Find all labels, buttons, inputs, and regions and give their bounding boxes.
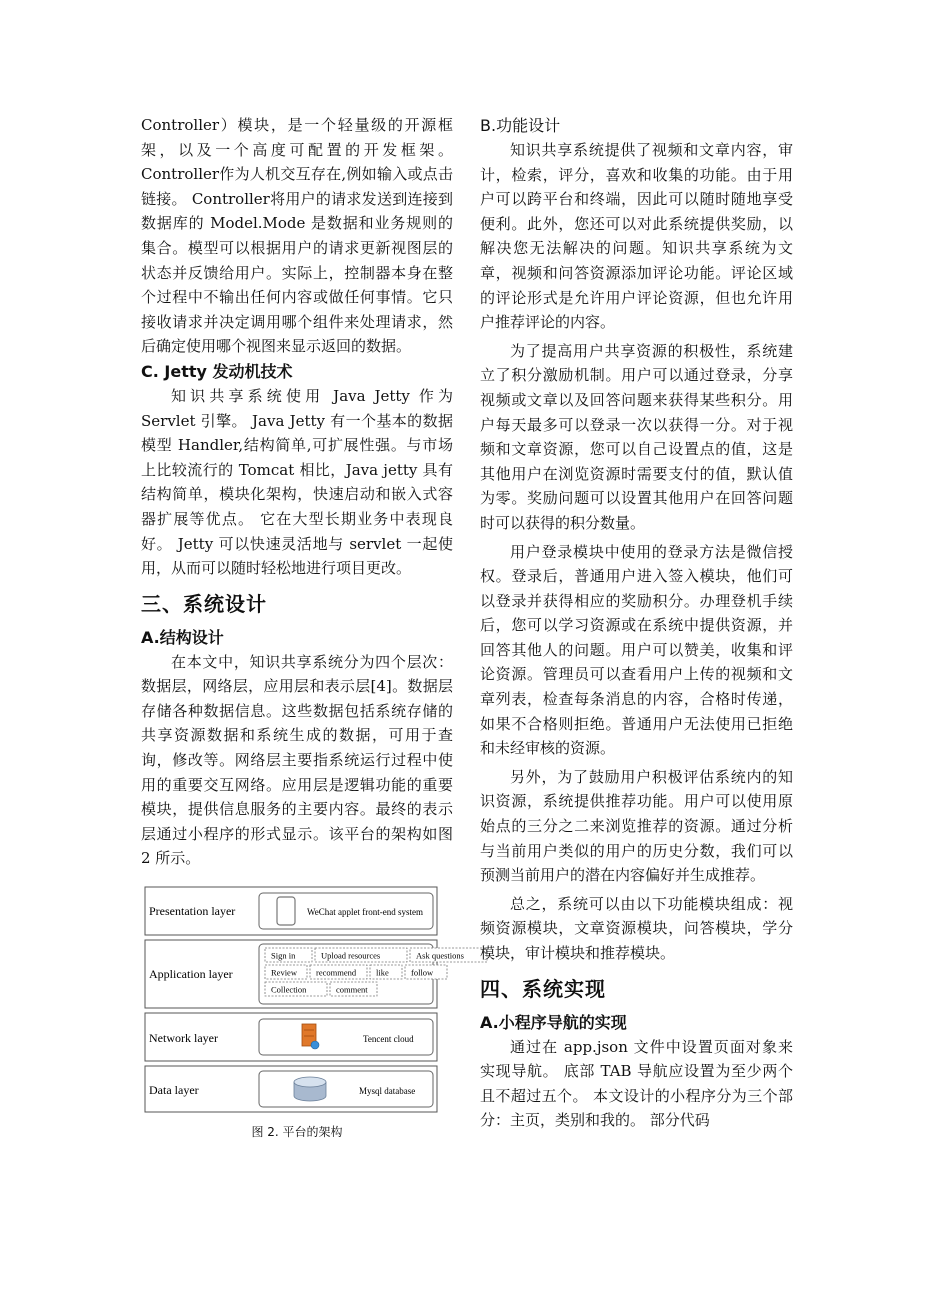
paragraph-jetty: 知识共享系统使用 Java Jetty 作为 Servlet 引擎。 Java Jetty 有一个基本的数据模型 Handler,结构简单,可扩展性强。与市场上比较流行的 Tomcat 相比，Java jetty 具有结构简单，模块化架构，快速启动和嵌入式容器扩展等优点。 它在大型长期业务中表现良好。 Jetty 可以快速灵活地与 servlet 一起使用，从而可以随时轻松地进行项目更改。 <box>141 386 453 578</box>
heading-applet-navigation: A.小程序导航的实现 <box>480 1012 627 1032</box>
app-item-label: Upload resources <box>321 950 381 961</box>
paragraph-mvc-controller: Controller）模块，是一个轻量级的开源框架，以及一个高度可配置的开发框架。 Controller作为人机交互存在,例如输入或点击链接。 Controller将用户的请求发送到连接到数据库的 Model.Mode 是数据和业务规则的集合。模型可以根据用户的请求更新视图层的状态并反馈给用户。实际上，控制器本身在整个过程中不输出任何内容或做任何事情。它只接收请求并决定调用哪个组件来处理请求，然后确定使用哪个视图来显示返回的数据。 <box>141 116 453 356</box>
presentation-layer-label: Presentation layer <box>149 904 236 919</box>
heading-structure-design: A.结构设计 <box>141 627 224 647</box>
phone-icon <box>277 897 295 925</box>
architecture-diagram <box>141 885 464 1117</box>
paragraph-function-1: 知识共享系统提供了视频和文章内容，审计，检索，评分，喜欢和收集的功能。由于用户可以跨平台和终端，因此可以随时随地享受便利。此外，您还可以对此系统提供奖励，以解决您无法解决的问题。知识共享系统为文章，视频和问答资源添加评论功能。评论区域的评论形式是允许用户评论资源，但也允许用户推荐评论的内容。 <box>480 141 793 332</box>
figure-caption: 图 2. 平台的架构 <box>251 1125 343 1140</box>
app-item-label: follow <box>411 967 434 978</box>
app-item-label: Review <box>271 967 297 978</box>
architecture-figure <box>141 885 464 1140</box>
network-layer-label: Network layer <box>149 1031 218 1046</box>
presentation-content-text: WeChat applet front-end system <box>307 907 423 918</box>
paragraph-function-4: 另外，为了鼓励用户积极评估系统内的知识资源，系统提供推荐功能。用户可以使用原始点的三分之二来浏览推荐的资源。通过分析与当前用户类似的用户的历史分数，我们可以预测当前用户的潜在内容偏好并生成推荐。 <box>480 767 793 885</box>
app-item-label: comment <box>336 984 368 995</box>
app-item-label: Ask questions <box>416 950 464 961</box>
paragraph-function-5: 总之，系统可以由以下功能模块组成：视频资源模块，文章资源模块，问答模块，学分模块，审计模块和推荐模块。 <box>480 894 793 962</box>
app-item-label: Sign in <box>271 950 296 961</box>
network-content-text: Tencent cloud <box>363 1034 414 1045</box>
data-layer-label: Data layer <box>149 1083 199 1098</box>
section-heading-system-design: 三、系统设计 <box>141 591 267 616</box>
data-content-text: Mysql database <box>359 1086 416 1097</box>
right-column <box>480 113 793 1133</box>
paragraph-structure: 在本文中，知识共享系统分为四个层次：数据层，网络层，应用层和表示层[4]。数据层存储各种数据信息。这些数据包括系统存储的共享资源数据和系统生成的数据，可用于查询，修改等。网络层主要指系统运行过程中使用的重要交互网络。应用层是逻辑功能的重要模块，提供信息服务的主要内容。最终的表示层通过小程序的形式显示。该平台的架构如图 2 所示。 <box>141 652 453 868</box>
heading-jetty: C. Jetty 发动机技术 <box>141 361 293 381</box>
heading-function-design: B.功能设计 <box>480 116 561 135</box>
paragraph-function-2: 为了提高用户共享资源的积极性，系统建立了积分激励机制。用户可以通过登录，分享视频或文章以及回答问题来获得某些积分。用户每天最多可以登录一次以获得一分。对于视频和文章资源，您可以自己设置点的值，这是其他用户在浏览资源时需要支付的值，默认值为零。奖励问题可以设置其他用户在回答问题时可以获得的积分数量。 <box>480 341 793 532</box>
paragraph-navigation: 通过在 app.json 文件中设置页面对象来实现导航。 底部 TAB 导航应设置为至少两个且不超过五个。 本文设计的小程序分为三个部分：主页，类别和我的。 部分代码 <box>480 1037 793 1130</box>
application-layer-label: Application layer <box>149 967 233 982</box>
left-column <box>141 113 464 1140</box>
app-item-label: like <box>376 967 389 978</box>
database-icon <box>294 1077 326 1101</box>
app-item-label: recommend <box>316 967 357 978</box>
app-item-label: Collection <box>271 984 307 995</box>
application-items <box>265 948 487 996</box>
paragraph-function-3: 用户登录模块中使用的登录方法是微信授权。登录后，普通用户进入签入模块，他们可以登录并获得相应的奖励积分。办理登机手续后，您可以学习资源或在系统中提供资源，并回答其他人的问题。用户可以赞美，收集和评论资源。管理员可以查看用户上传的视频和文章列表，检查每条消息的内容，合格时传递，如果不合格则拒绝。普通用户无法使用已拒绝和未经审核的资源。 <box>480 542 793 758</box>
section-heading-system-implementation: 四、系统实现 <box>480 976 606 1001</box>
